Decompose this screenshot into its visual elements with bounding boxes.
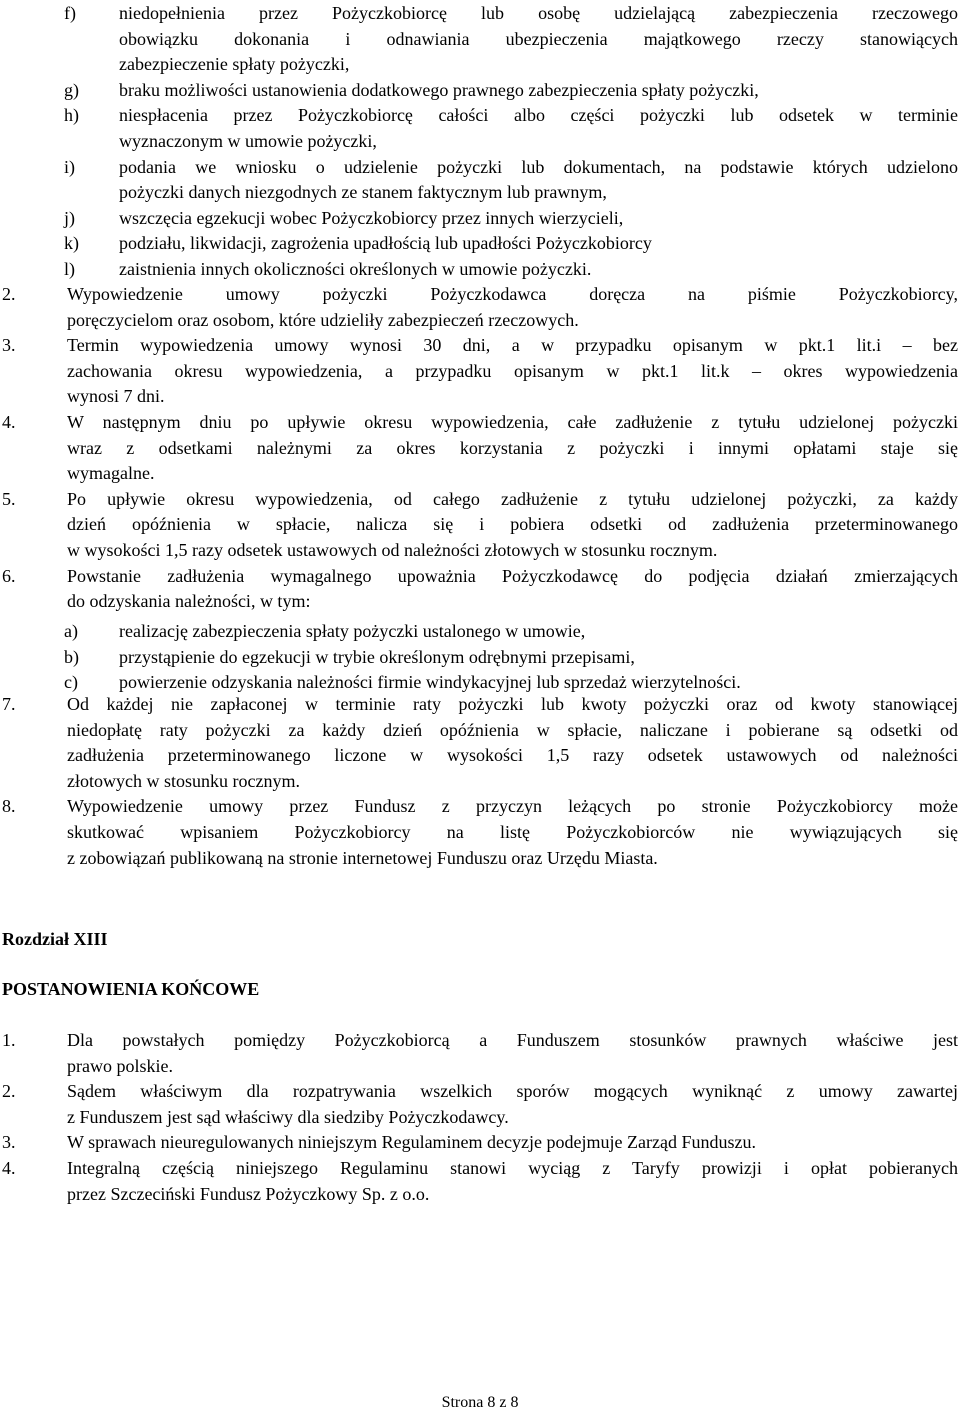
paragraph-label: 6. xyxy=(2,565,16,586)
final-item-text: prawo polskie. xyxy=(67,1055,173,1076)
final-item-text: przez Szczeciński Fundusz Pożyczkowy Sp. z o.o. xyxy=(67,1183,430,1204)
sub-item-label: j) xyxy=(64,207,75,228)
final-item-label: 1. xyxy=(2,1030,16,1050)
sub-item-line xyxy=(0,179,960,205)
paragraph-text: wraz z odsetkami należnymi za okres korzystania z pożyczki i innymi opłatami staje się xyxy=(67,437,958,458)
paragraph-line xyxy=(0,486,960,512)
page-footer: Strona 8 z 8 xyxy=(441,1394,519,1411)
sub-item-text: braku możliwości ustanowienia dodatkowego prawnego zabezpieczenia spłaty pożyczki, xyxy=(119,79,759,100)
paragraph-line xyxy=(0,819,960,845)
paragraph-label: 5. xyxy=(2,488,16,509)
paragraph-text: W następnym dniu po upływie okresu wypowiedzenia, całe zadłużenie z tytułu udzielonej pożyczki xyxy=(67,412,958,432)
paragraph-text: w wysokości 1,5 razy odsetek ustawowych od należności złotowych w stosunku rocznym. xyxy=(67,540,718,560)
sub-item-line xyxy=(0,256,960,282)
final-item-text: W sprawach nieuregulowanych niniejszym Regulaminem decyzje podejmuje Zarząd Funduszu. xyxy=(67,1132,756,1153)
sub-item-text: obowiązku dokonania i odnawiania ubezpieczenia majątkowego rzeczy stanowiących xyxy=(119,28,958,49)
sub-item-text: przystąpienie do egzekucji w trybie określonym odrębnymi przepisami, xyxy=(119,646,635,667)
sub-item-label: g) xyxy=(64,79,79,100)
sub-item-text: realizację zabezpieczenia spłaty pożyczki ustalonego w umowie, xyxy=(119,621,586,641)
sub-item-line xyxy=(0,618,960,644)
sub-item-text: zabezpieczenie spłaty pożyczki, xyxy=(119,54,350,75)
final-item-text: Sądem właściwym dla rozpatrywania wszelkich sporów mogących wyniknąć z umowy zawartej xyxy=(67,1081,958,1102)
paragraph-label: 4. xyxy=(2,412,16,432)
paragraph-text: Po upływie okresu wypowiedzenia, od całego zadłużenie z tytułu udzielonej pożyczki, za każdy xyxy=(67,488,958,509)
sub-item-line xyxy=(0,154,960,180)
paragraph-line xyxy=(0,281,960,307)
paragraph-line xyxy=(0,845,960,871)
paragraph-text: złotowych w stosunku rocznym. xyxy=(67,770,300,791)
final-item-line xyxy=(0,1078,960,1104)
paragraph-text: poręczycielom oraz osobom, które udzieliły zabezpieczeń rzeczowych. xyxy=(67,309,579,330)
paragraph-line xyxy=(0,358,960,384)
sub-item-line xyxy=(0,51,960,77)
paragraph-text: wymagalne. xyxy=(67,463,155,484)
final-item-label: 3. xyxy=(2,1132,16,1153)
final-item-line xyxy=(0,1104,960,1130)
paragraph-line xyxy=(0,435,960,461)
chapter-title: POSTANOWIENIA KOŃCOWE xyxy=(2,979,260,999)
sub-item-label: c) xyxy=(64,672,78,693)
paragraph-text: do odzyskania należności, w tym: xyxy=(67,591,311,612)
paragraph-text: dzień opóźnienia w spłacie, nalicza się i pobiera odsetki od zadłużenia przeterminowanego xyxy=(67,514,958,535)
final-item-label: 4. xyxy=(2,1158,16,1178)
paragraph-line xyxy=(0,717,960,743)
paragraph-line xyxy=(0,768,960,794)
sub-item-text: wszczęcia egzekucji wobec Pożyczkobiorcy przez innych wierzycieli, xyxy=(119,207,624,228)
final-item-line xyxy=(0,1155,960,1181)
sub-item-text: wyznaczonym w umowie pożyczki, xyxy=(119,131,377,151)
paragraph-text: Wypowiedzenie umowy przez Fundusz z przyczyn leżących po stronie Pożyczkobiorcy może xyxy=(67,796,958,817)
sub-item-line xyxy=(0,128,960,154)
paragraph-line xyxy=(0,537,960,563)
sub-item-text: zaistnienia innych okoliczności określonych w umowie pożyczki. xyxy=(119,259,592,279)
sub-item-text: podania we wniosku o udzielenie pożyczki lub dokumentach, na podstawie których udzielono xyxy=(119,156,958,177)
final-item-label: 2. xyxy=(2,1081,16,1102)
sub-item-text: podziału, likwidacji, zagrożenia upadłością lub upadłości Pożyczkobiorcy xyxy=(119,233,652,254)
paragraph-line xyxy=(0,588,960,614)
paragraph-line xyxy=(0,563,960,589)
final-item-line xyxy=(0,1027,960,1053)
sub-item-label: a) xyxy=(64,621,78,641)
sub-item-text: niedopełnienia przez Pożyczkobiorcę lub osobę udzielającą zabezpieczenia rzeczowego xyxy=(119,3,958,23)
sub-item-label: i) xyxy=(64,156,75,177)
final-item-text: Dla powstałych pomiędzy Pożyczkobiorcą a Funduszem stosunków prawnych właściwe jest xyxy=(67,1030,958,1050)
sub-item-label: k) xyxy=(64,233,79,254)
final-item-text: z Funduszem jest sąd właściwy dla siedziby Pożyczkodawcy. xyxy=(67,1106,509,1127)
paragraph-label: 3. xyxy=(2,335,16,356)
sub-item-line xyxy=(0,644,960,670)
paragraph-label: 7. xyxy=(2,694,16,714)
sub-item-line xyxy=(0,77,960,103)
paragraph-text: niedopłatę raty pożyczki za każdy dzień opóźnienia w spłacie, naliczane i pobierane są odsetki od xyxy=(67,719,958,740)
sub-item-line xyxy=(0,230,960,256)
paragraph-text: z zobowiązań publikowaną na stronie internetowej Funduszu oraz Urzędu Miasta. xyxy=(67,847,658,868)
sub-item-label: f) xyxy=(64,3,76,23)
sub-item-text: powierzenie odzyskania należności firmie windykacyjnej lub sprzedaż wierzytelności. xyxy=(119,672,741,693)
sub-item-line xyxy=(0,102,960,128)
paragraph-line xyxy=(0,409,960,435)
paragraph-line xyxy=(0,307,960,333)
paragraph-text: Od każdej nie zapłaconej w terminie raty pożyczki lub kwoty pożyczki oraz od kwoty stanowiącej xyxy=(67,694,958,714)
paragraph-line xyxy=(0,383,960,409)
chapter-heading: Rozdział XIII xyxy=(2,929,108,949)
sub-item-line xyxy=(0,26,960,52)
paragraph-line xyxy=(0,332,960,358)
sub-item-text: niespłacenia przez Pożyczkobiorcę całości albo części pożyczki lub odsetek w terminie xyxy=(119,105,958,126)
sub-item-label: h) xyxy=(64,105,79,126)
paragraph-line xyxy=(0,460,960,486)
paragraph-text: Wypowiedzenie umowy pożyczki Pożyczkodawca doręcza na piśmie Pożyczkobiorcy, xyxy=(67,284,958,304)
paragraph-text: zadłużenia przeterminowanego liczone w wysokości 1,5 razy odsetek ustawowych od należności xyxy=(67,745,958,766)
sub-item-line xyxy=(0,205,960,231)
sub-item-label: l) xyxy=(64,259,75,279)
paragraph-text: skutkować wpisaniem Pożyczkobiorcy na listę Pożyczkobiorców nie wywiązujących się xyxy=(67,822,958,842)
paragraph-line xyxy=(0,742,960,768)
paragraph-text: Powstanie zadłużenia wymagalnego upoważnia Pożyczkodawcę do podjęcia działań zmierzających xyxy=(67,565,958,586)
paragraph-line xyxy=(0,511,960,537)
sub-item-text: pożyczki danych niezgodnych ze stanem faktycznym lub prawnym, xyxy=(119,182,607,203)
final-item-line xyxy=(0,1181,960,1207)
paragraph-line xyxy=(0,793,960,819)
paragraph-text: Termin wypowiedzenia umowy wynosi 30 dni, a w przypadku opisanym w pkt.1 lit.i – bez xyxy=(67,335,958,356)
paragraph-text: zachowania okresu wypowiedzenia, a przypadku opisanym w pkt.1 lit.k – okres wypowiedzenia xyxy=(67,360,958,381)
sub-item-line xyxy=(0,0,960,26)
paragraph-line xyxy=(0,691,960,717)
final-item-line xyxy=(0,1129,960,1155)
final-item-line xyxy=(0,1053,960,1079)
sub-item-label: b) xyxy=(64,646,79,667)
paragraph-label: 8. xyxy=(2,796,16,817)
paragraph-text: wynosi 7 dni. xyxy=(67,386,165,407)
final-item-text: Integralną częścią niniejszego Regulaminu stanowi wyciąg z Taryfy prowizji i opłat pobieranych xyxy=(67,1158,958,1178)
paragraph-label: 2. xyxy=(2,284,16,304)
